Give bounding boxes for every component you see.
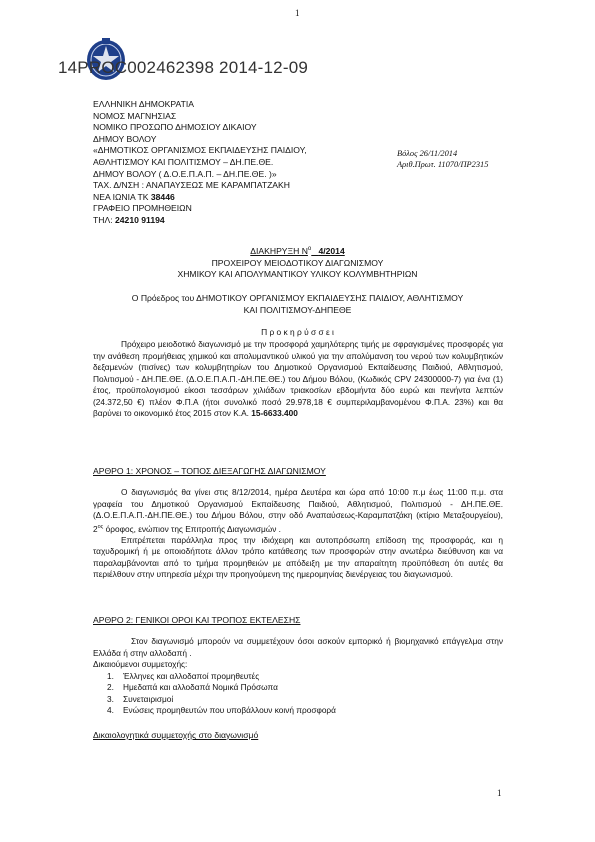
article-1-body: Ο διαγωνισμός θα γίνει στις 8/12/2014, ημέρα Δευτέρα και ώρα από 10:00 π.μ έως 11:00 π.μ. στα γραφεία του Δημοτικού Οργανισμού Εκπαίδευσης Παιδιού, Αθλητισμού, Πολιτισμού - ΔΗ.ΠΕ.ΘΕ. (Δ.Ο.Ε.Π.Α.Π.-ΔΗ.ΠΕ.ΘΕ.) του Δήμου Βόλου, στην οδό Αναπαύσεως-Καραμπατζάκη (κτίριο Μεταξουργείου), $2^{o\varsigma}$ όροφος, ενώπιον της Επιτροπής Διαγωνισμών . Επιτρέπεται παράλληλα προς την ιδιόχειρη και αυτοπρόσωπη επίδοση της προσφοράς, και η ταχυδρομική ή με οποιοδήποτε άλλον τρόπο κατάθεσης των προσφορών στην ανωτέρω διεύθυνση και να παραλαμβάνονται από το τμήμα προμηθειών με απόδειξη με την απαραίτητη προϋπόθεση ότι αυτές θα περιέλθουν στην υπηρεσία μέχρι την προηγούμενη της ημερομηνίας διενέργειας του διαγωνισμού.	[93, 487, 503, 580]
protocol-stamp: 14PROC002462398 2014-12-09	[58, 58, 308, 77]
top-page-number: 1	[295, 8, 300, 18]
participation-documents-heading: Δικαιολογητικά συμμετοχής στο διαγωνισμό	[93, 730, 259, 740]
eligible-list	[107, 671, 336, 717]
postal-code-line: ΝΕΑ ΙΩΝΙΑ ΤΚ 38446	[93, 191, 175, 202]
title-line-2: ΠΡΟΧΕΙΡΟΥ ΜΕΙΟΔΟΤΙΚΟΥ ΔΙΑΓΩΝΙΣΜΟΥ	[211, 257, 384, 268]
issuer-header	[93, 99, 393, 227]
list-item: 1. Έλληνες και αλλοδαποί προμηθευτές	[107, 671, 260, 681]
title-line-1: ΔΙΑΚΗΡΥΞΗ $N^o$ 4/2014	[250, 245, 345, 256]
title-line-3: ΧΗΜΙΚΟΥ ΚΑΙ ΑΠΟΛΥΜΑΝΤΙΚΟΥ ΥΛΙΚΟΥ ΚΟΛΥΜΒΗΤΗΡΙΩΝ	[177, 269, 418, 280]
document-title	[0, 244, 595, 281]
phone-line: ΤΗΛ: 24210 91194	[93, 214, 165, 225]
header-line: ΕΛΛΗΝΙΚΗ ΔΗΜΟΚΡΑΤΙΑ	[93, 99, 194, 109]
document-date: Βόλος 26/11/2014	[397, 149, 458, 158]
president-statement: Ο Πρόεδρος του ΔΗΜΟΤΙΚΟΥ ΟΡΓΑΝΙΣΜΟΥ ΕΚΠΑΙΔΕΥΣΗΣ ΠΑΙΔΙΟΥ, ΑΘΛΗΤΙΣΜΟΥ ΚΑΙ ΠΟΛΙΤΙΣΜΟΥ-ΔΗΠΕΘΕ	[131, 293, 464, 315]
header-line: ΤΑΧ. Δ/ΝΣΗ : ΑΝΑΠΑΥΣΕΩΣ ΜΕ ΚΑΡΑΜΠΑΤΖΑΚΗ	[93, 180, 290, 191]
article-2-heading: ΑΡΘΡΟ 2: ΓΕΝΙΚΟΙ ΟΡΟΙ ΚΑΙ ΤΡΟΠΟΣ ΕΚΤΕΛΕΣΗΣ	[93, 615, 301, 625]
header-line: ΝΟΜΙΚΟ ΠΡΟΣΩΠΟ ΔΗΜΟΣΙΟΥ ΔΙΚΑΙΟΥ	[93, 122, 257, 133]
header-line: ΔΗΜΟΥ ΒΟΛΟΥ	[93, 133, 157, 144]
header-line: ΔΗΜΟΥ ΒΟΛΟΥ ( Δ.Ο.Ε.Π.Α.Π. – ΔΗ.ΠΕ.ΘΕ. )»	[93, 168, 277, 179]
bottom-page-number: 1	[497, 788, 502, 798]
list-item: 3. Συνεταιρισμοί	[107, 693, 174, 704]
list-item: 4. Ενώσεις προμηθευτών που υποβάλλουν κοινή προσφορά	[107, 705, 336, 716]
eligible-label: Δικαιούμενοι συμμετοχής:	[93, 659, 188, 669]
header-line: «ΔΗΜΟΤΙΚΟΣ ΟΡΓΑΝΙΣΜΟΣ ΕΚΠΑΙΔΕΥΣΗΣ ΠΑΙΔΙΟΥ,	[93, 145, 307, 156]
reference-block	[397, 148, 488, 170]
header-line: ΝΟΜΟΣ ΜΑΓΝΗΣΙΑΣ	[93, 110, 177, 121]
article-1-heading: ΑΡΘΡΟ 1: ΧΡΟΝΟΣ – ΤΟΠΟΣ ΔΙΕΞΑΓΩΓΗΣ ΔΙΑΓΩΝΙΣΜΟΥ	[93, 466, 326, 476]
article-2-body: Στον διαγωνισμό μπορούν να συμμετέχουν όσοι ασκούν εμπορικό ή βιομηχανικό επάγγελμα στην Ελλάδα ή στην αλλοδαπή . Δικαιούμενοι συμμετοχής:	[93, 636, 503, 669]
announcement-body: Πρόχειρο μειοδοτικό διαγωνισμό με την προσφορά χαμηλότερης τιμής με σφραγισμένες προσφορές για την ανάθεση προμήθειας χημικού και απολυμαντικού υλικού για την απολύμανση του νερού των κολυμβητικών δεξαμενών (πισίνες) των κολυμβητηρίων του Δημοτικού Οργανισμού Εκπαίδευσης Παιδιού, Αθλητισμού, Πολιτισμού - ΔΗ.ΠΕ.ΘΕ. (Δ.Ο.Ε.Π.Α.Π.-ΔΗ.ΠΕ.ΘΕ.) του Δήμου Βόλου, (Κωδικός CPV 24300000-7) για ένα (1) έτος, προϋπολογισμού είκοσι τεσσάρων χιλιάδων τριακοσίων εβδομήντα δύο ευρώ και πενήντα λεπτών (24.372,50 €) πλέον Φ.Π.Α (ήτοι συνολικό ποσό 29.978,18 € συμπεριλαμβανομένου Φ.Π.Α. 23%) και θα βαρύνει το οικονομικό έτος 2015 στον Κ.Α. 15-6633.400	[93, 339, 503, 418]
announcement-heading: Π ρ ο κ η ρ ύ σ σ ε ι	[261, 327, 334, 337]
office-line: ΓΡΑΦΕΙΟ ΠΡΟΜΗΘΕΙΩΝ	[93, 203, 192, 214]
phone-number: 24210 91194	[114, 214, 165, 225]
protocol-number: Αριθ.Πρωτ. 11070/ΠΡ2315	[397, 160, 489, 169]
postal-code: 38446	[150, 191, 175, 202]
list-item: 2. Ημεδαπά και αλλοδαπά Νομικά Πρόσωπα	[107, 682, 278, 693]
header-line: ΑΘΛΗΤΙΣΜΟΥ ΚΑΙ ΠΟΛΙΤΙΣΜΟΥ – ΔΗ.ΠΕ.ΘΕ.	[93, 156, 274, 167]
